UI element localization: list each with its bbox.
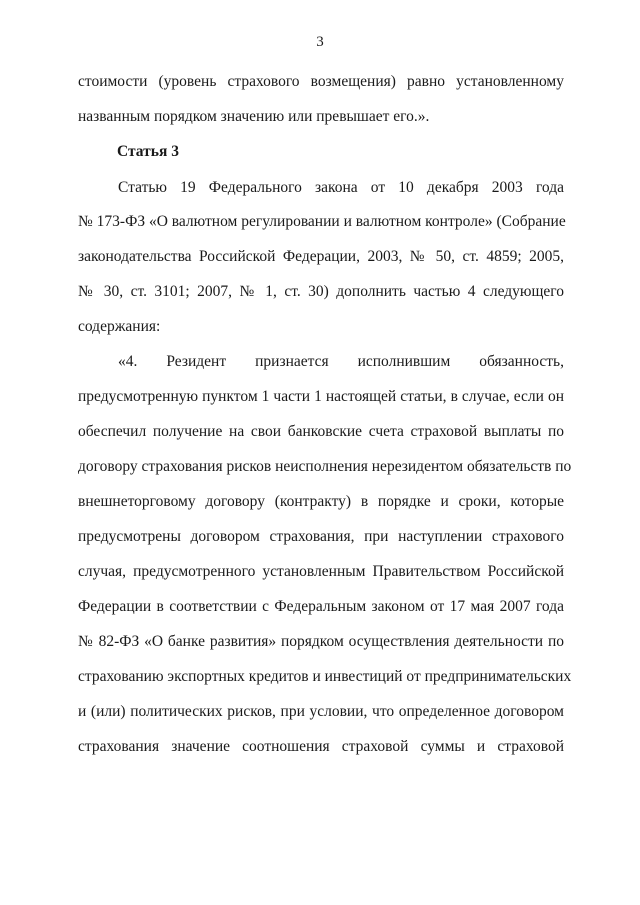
text-line: № 173-ФЗ «О валютном регулировании и валютном контроле» (Собрание [78,213,566,230]
text-line: внешнеторговому договору (контракту) в порядке и сроки, которые [78,493,564,510]
text-line: предусмотрены договором страхования, при наступлении страхового [78,528,564,545]
text-line: содержания: [78,318,161,335]
text-line: «4. Резидент признается исполнившим обязанность, [118,353,564,370]
text-line: Статью 19 Федерального закона от 10 декабря 2003 года [118,179,564,196]
text-line: Федерации в соответствии с Федеральным законом от 17 мая 2007 года [78,598,564,615]
page-number: 3 [316,34,324,50]
text-line: обеспечил получение на свои банковские счета страховой выплаты по [78,423,564,440]
text-line: случая, предусмотренного установленным Правительством Российской [78,563,564,580]
article-heading: Статья 3 [117,143,179,160]
text-line: № 30, ст. 3101; 2007, № 1, ст. 30) дополнить частью 4 следующего [78,283,564,300]
text-line: названным порядком значению или превышает его.». [78,108,430,125]
text-line: законодательства Российской Федерации, 2003, № 50, ст. 4859; 2005, [78,248,564,265]
text-line: договору страхования рисков неисполнения нерезидентом обязательств по [78,458,572,475]
text-line: № 82-ФЗ «О банке развития» порядком осуществления деятельности по [78,633,564,650]
text-line: предусмотренную пунктом 1 части 1 настоящей статьи, в случае, если он [78,388,564,405]
text-line: и (или) политических рисков, при условии, что определенное договором [78,703,564,720]
text-line: стоимости (уровень страхового возмещения) равно установленному [78,73,564,90]
text-line: страхованию экспортных кредитов и инвестиций от предпринимательских [78,668,572,685]
text-line: страхования значение соотношения страховой суммы и страховой [78,738,564,755]
